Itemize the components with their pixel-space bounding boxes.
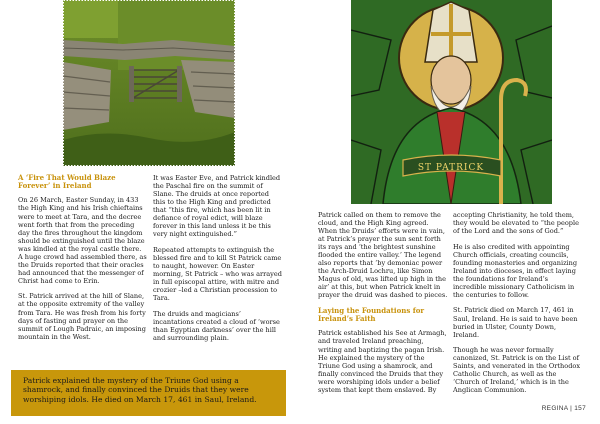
pull-quote-text: Patrick explained the mystery of the Triune God using a shamrock, and finally convinced the Druids that they were worshiping idols. He died on March 17, 461 in Saul, Ireland. xyxy=(23,376,257,404)
pull-quote-box xyxy=(11,370,286,416)
saint-patrick-window-image xyxy=(351,0,552,204)
left-column-1 xyxy=(18,174,148,348)
paragraph: Repeated attempts to extinguish the blessed fire and to kill St Patrick came to naught, however. On Easter morning, St Patrick – who was arrayed in full episcopal attire, with mitre and crozier –led a Christian procession to Tara. xyxy=(153,245,282,303)
paragraph: St. Patrick arrived at the hill of Slane, at the opposite extremity of the valley from Tara. He was fresh from his forty days of fasting and prayer on the summit of Lough Padraic, an imposing mountain in the West. xyxy=(18,292,146,341)
paragraph: Patrick established his See at Armagh, and traveled Ireland preaching, writing and baptizing the pagan Irish. He explained the mystery of the Triune God using a shamrock, and finally convinced the Druids that they were worshiping idols under a belief system that kept them enslaved. By xyxy=(318,329,447,394)
paragraph: accepting Christianity, he told them, they would be elevated to “the people of the Lord and the sons of God.” xyxy=(453,211,579,236)
window-name-label: ST PATRICK xyxy=(417,163,485,173)
paragraph: The druids and magicians’ incantations created a cloud of ‘worse than Egyptian darkness’ over the hill and surrounding plain. xyxy=(153,309,280,342)
stone-walls-field-image xyxy=(63,0,235,166)
left-column-2 xyxy=(153,174,283,349)
section-heading: A ‘Fire That Would Blaze Forever’ in Ireland xyxy=(18,173,116,191)
paragraph: On 26 March, Easter Sunday, in 433 the High King and his Irish chieftains were to meet at Tara, and the decree went forth that from the preceding day the fires throughout the kingdom should be extinguished until the blaze was kindled at the royal castle there. A huge crowd had assembled there, as the Druids reported that their oracles had announced that the messenger of Christ had come to Erin. xyxy=(18,196,147,285)
stained-glass-photo xyxy=(351,0,552,204)
paragraph: He is also credited with appointing Church officials, creating councils, founding monasteries and organizing Ireland into dioceses, in effect laying the foundations for Ireland’s incredible missionary Catholicism in the centuries to follow. xyxy=(453,242,578,299)
section-heading: Laying the Foundations for Ireland’s Faith xyxy=(318,306,425,324)
paragraph: Though he was never formally canonized, St. Patrick is on the List of Saints, and venerated in the Orthodox Catholic Church, as well as the ‘Church of Ireland,’ which is in the Anglican Communion. xyxy=(453,346,581,395)
paragraph: Patrick called on them to remove the cloud, and the High King agreed. When the Druids’ efforts were in vain, at Patrick’s prayer the sun sent forth its rays and ‘the brightest sunshine flooded the entire valley.’ The legend also reports that ‘by demoniac power the Arch-Druid Lochru, like Simon Magus of old, was lifted up high in the air’ at this, but when Patrick knelt in prayer the druid was dashed to pieces. xyxy=(318,211,448,300)
paragraph: St. Patrick died on March 17, 461 in Saul, Ireland. He is said to have been buried in Ulster, County Down, Ireland. xyxy=(453,306,578,339)
paragraph: It was Easter Eve, and Patrick kindled the Paschal fire on the summit of Slane. The druids at once reported this to the High King and predicted that “this fire, which has been lit in defiance of royal edict, will blaze forever in this land unless it be this very night extinguished.” xyxy=(153,174,281,239)
right-column-2 xyxy=(453,211,583,402)
right-column-1 xyxy=(318,211,448,401)
page-number: REGINA | 157 xyxy=(541,405,586,412)
landscape-photo xyxy=(63,0,235,166)
